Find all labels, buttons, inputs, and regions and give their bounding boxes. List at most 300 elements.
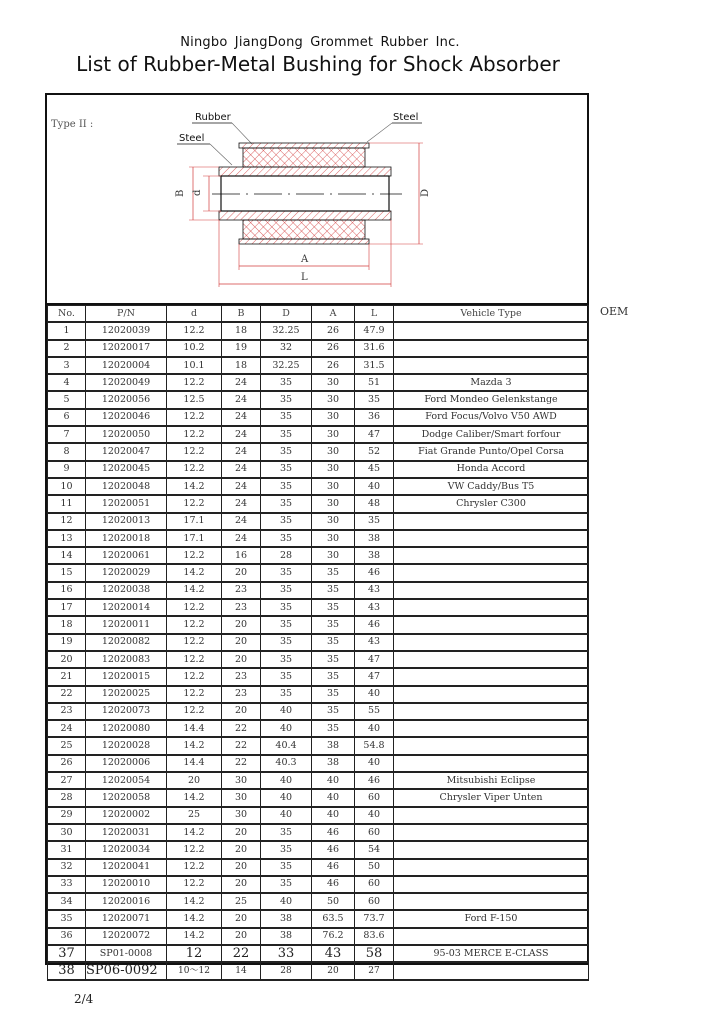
table-row <box>48 737 589 754</box>
cell-big-d: 33 <box>261 945 312 962</box>
cell-veh: Ford Focus/Volvo V50 AWD <box>394 409 589 426</box>
cell-veh <box>394 634 589 651</box>
cell-b: 24 <box>222 374 261 391</box>
table-row <box>48 322 589 339</box>
technical-drawing-panel <box>47 95 587 305</box>
table-row <box>48 720 589 737</box>
cell-big-d: 40 <box>261 789 312 806</box>
bore <box>221 176 389 211</box>
cell-d: 20 <box>167 772 222 789</box>
cell-veh <box>394 893 589 910</box>
cell-big-d: 32 <box>261 340 312 357</box>
cell-veh <box>394 599 589 616</box>
cell-a: 35 <box>312 651 355 668</box>
cell-pn: 12020045 <box>86 461 167 478</box>
header-l: L <box>355 306 394 323</box>
cell-big-d: 35 <box>261 651 312 668</box>
cell-pn: 12020072 <box>86 928 167 945</box>
cell-pn: 12020049 <box>86 374 167 391</box>
cell-a: 26 <box>312 357 355 374</box>
dim-big-d-label: D <box>420 188 431 197</box>
cell-veh <box>394 582 589 599</box>
header-a: A <box>312 306 355 323</box>
cell-d: 12.2 <box>167 322 222 339</box>
cell-l: 46 <box>355 772 394 789</box>
cell-b: 20 <box>222 824 261 841</box>
table-row <box>48 945 589 962</box>
cell-veh: Ford Mondeo Gelenkstange <box>394 391 589 408</box>
cell-veh <box>394 824 589 841</box>
cell-d: 12.5 <box>167 391 222 408</box>
table-row <box>48 513 589 530</box>
table-row <box>48 772 589 789</box>
cell-a: 26 <box>312 322 355 339</box>
type-label: Type II : <box>51 119 94 130</box>
cell-b: 20 <box>222 703 261 720</box>
cell-a: 30 <box>312 461 355 478</box>
cell-no: 10 <box>48 478 86 495</box>
cell-a: 50 <box>312 893 355 910</box>
table-row <box>48 668 589 685</box>
cell-no: 29 <box>48 807 86 824</box>
cell-no: 3 <box>48 357 86 374</box>
cell-no: 6 <box>48 409 86 426</box>
cell-l: 40 <box>355 478 394 495</box>
cell-veh: Dodge Caliber/Smart forfour <box>394 426 589 443</box>
cell-a: 30 <box>312 547 355 564</box>
cell-a: 63.5 <box>312 910 355 927</box>
parts-sheet <box>45 93 589 978</box>
cell-veh <box>394 686 589 703</box>
cell-b: 20 <box>222 634 261 651</box>
cell-l: 73.7 <box>355 910 394 927</box>
cell-l: 47 <box>355 668 394 685</box>
cell-big-d: 28 <box>261 962 312 979</box>
cell-a: 46 <box>312 824 355 841</box>
cell-d: 12.2 <box>167 495 222 512</box>
cell-a: 30 <box>312 513 355 530</box>
cell-d: 14.2 <box>167 824 222 841</box>
cell-b: 24 <box>222 426 261 443</box>
cell-b: 16 <box>222 547 261 564</box>
cell-big-d: 35 <box>261 582 312 599</box>
outer-steel-sleeve-bottom <box>239 239 369 244</box>
cell-veh <box>394 737 589 754</box>
cell-big-d: 35 <box>261 478 312 495</box>
cell-d: 10.1 <box>167 357 222 374</box>
cell-veh <box>394 841 589 858</box>
cell-big-d: 35 <box>261 686 312 703</box>
cell-b: 30 <box>222 772 261 789</box>
cell-b: 30 <box>222 807 261 824</box>
bushing-cross-section-drawing <box>47 95 587 303</box>
cell-d: 14.4 <box>167 720 222 737</box>
cell-l: 35 <box>355 513 394 530</box>
cell-pn: 12020083 <box>86 651 167 668</box>
cell-veh <box>394 668 589 685</box>
cell-d: 14.2 <box>167 582 222 599</box>
cell-d: 12.2 <box>167 426 222 443</box>
company-name: Ningbo JiangDong Grommet Rubber Inc. <box>180 35 460 50</box>
outer-steel-sleeve-top <box>239 143 369 148</box>
cell-big-d: 35 <box>261 859 312 876</box>
cell-no: 27 <box>48 772 86 789</box>
cell-b: 24 <box>222 391 261 408</box>
cell-veh: Chrysler C300 <box>394 495 589 512</box>
cell-pn: 12020010 <box>86 876 167 893</box>
cell-d: 12.2 <box>167 876 222 893</box>
cell-big-d: 40.4 <box>261 737 312 754</box>
cell-l: 36 <box>355 409 394 426</box>
cell-veh <box>394 547 589 564</box>
cell-pn: 12020029 <box>86 564 167 581</box>
cell-b: 23 <box>222 582 261 599</box>
table-row <box>48 841 589 858</box>
table-row <box>48 461 589 478</box>
cell-pn: 12020038 <box>86 582 167 599</box>
cell-pn: 12020041 <box>86 859 167 876</box>
cell-d: 12.2 <box>167 547 222 564</box>
rubber-label: Rubber <box>195 112 231 123</box>
cell-b: 20 <box>222 928 261 945</box>
cell-big-d: 38 <box>261 928 312 945</box>
table-row <box>48 409 589 426</box>
cell-b: 24 <box>222 409 261 426</box>
cell-big-d: 35 <box>261 876 312 893</box>
cell-l: 60 <box>355 789 394 806</box>
cell-big-d: 35 <box>261 841 312 858</box>
cell-d: 14.2 <box>167 928 222 945</box>
cell-b: 20 <box>222 876 261 893</box>
cell-big-d: 35 <box>261 495 312 512</box>
cell-b: 22 <box>222 720 261 737</box>
cell-l: 31.5 <box>355 357 394 374</box>
cell-veh: VW Caddy/Bus T5 <box>394 478 589 495</box>
cell-b: 14 <box>222 962 261 979</box>
cell-big-d: 35 <box>261 513 312 530</box>
cell-pn: 12020006 <box>86 755 167 772</box>
cell-b: 24 <box>222 495 261 512</box>
cell-big-d: 35 <box>261 374 312 391</box>
cell-a: 46 <box>312 841 355 858</box>
cell-l: 43 <box>355 599 394 616</box>
cell-no: 36 <box>48 928 86 945</box>
cell-l: 60 <box>355 824 394 841</box>
cell-veh <box>394 564 589 581</box>
cell-no: 31 <box>48 841 86 858</box>
cell-l: 46 <box>355 564 394 581</box>
cell-pn: 12020046 <box>86 409 167 426</box>
cell-d: 12.2 <box>167 599 222 616</box>
cell-no: 25 <box>48 737 86 754</box>
cell-no: 2 <box>48 340 86 357</box>
cell-pn: 12020025 <box>86 686 167 703</box>
table-header-row <box>48 306 589 323</box>
cell-d: 12.2 <box>167 651 222 668</box>
header-pn: P/N <box>86 306 167 323</box>
cell-l: 43 <box>355 634 394 651</box>
rubber-leader-line <box>232 123 252 144</box>
cell-no: 5 <box>48 391 86 408</box>
cell-no: 18 <box>48 616 86 633</box>
table-row <box>48 876 589 893</box>
page-number: 2/4 <box>74 992 94 1006</box>
cell-pn: 12020034 <box>86 841 167 858</box>
cell-l: 40 <box>355 755 394 772</box>
cell-no: 16 <box>48 582 86 599</box>
cell-b: 20 <box>222 564 261 581</box>
cell-b: 24 <box>222 513 261 530</box>
cell-big-d: 35 <box>261 616 312 633</box>
cell-a: 38 <box>312 755 355 772</box>
cell-d: 12.2 <box>167 374 222 391</box>
cell-no: 37 <box>48 945 86 962</box>
cell-a: 43 <box>312 945 355 962</box>
cell-veh <box>394 755 589 772</box>
cell-a: 30 <box>312 374 355 391</box>
cell-big-d: 35 <box>261 564 312 581</box>
cell-veh: Ford F-150 <box>394 910 589 927</box>
cell-a: 30 <box>312 426 355 443</box>
table-row <box>48 824 589 841</box>
table-row <box>48 426 589 443</box>
cell-d: 12.2 <box>167 703 222 720</box>
table-row <box>48 478 589 495</box>
cell-a: 35 <box>312 720 355 737</box>
cell-no: 34 <box>48 893 86 910</box>
cell-no: 1 <box>48 322 86 339</box>
cell-a: 40 <box>312 807 355 824</box>
cell-pn: 12020047 <box>86 443 167 460</box>
cell-l: 27 <box>355 962 394 979</box>
cell-veh <box>394 357 589 374</box>
cell-d: 14.2 <box>167 564 222 581</box>
cell-b: 18 <box>222 357 261 374</box>
cell-l: 50 <box>355 859 394 876</box>
cell-big-d: 38 <box>261 910 312 927</box>
document-title: List of Rubber-Metal Bushing for Shock Absorber <box>76 52 560 76</box>
cell-d: 12.2 <box>167 686 222 703</box>
header-vehicle-type: Vehicle Type <box>394 306 589 323</box>
outer-steel-leader-line <box>367 123 392 142</box>
cell-l: 43 <box>355 582 394 599</box>
table-row <box>48 495 589 512</box>
cell-veh <box>394 703 589 720</box>
cell-b: 30 <box>222 789 261 806</box>
cell-pn: 12020048 <box>86 478 167 495</box>
cell-veh <box>394 859 589 876</box>
cell-no: 21 <box>48 668 86 685</box>
cell-no: 17 <box>48 599 86 616</box>
cell-pn: 12020050 <box>86 426 167 443</box>
cell-pn: 12020073 <box>86 703 167 720</box>
cell-a: 35 <box>312 703 355 720</box>
table-row <box>48 893 589 910</box>
dim-a-label: A <box>301 254 309 265</box>
cell-l: 54.8 <box>355 737 394 754</box>
cell-d: 12.2 <box>167 409 222 426</box>
cell-no: 28 <box>48 789 86 806</box>
cell-l: 40 <box>355 807 394 824</box>
cell-a: 40 <box>312 789 355 806</box>
cell-big-d: 35 <box>261 824 312 841</box>
cell-no: 13 <box>48 530 86 547</box>
cell-veh <box>394 322 589 339</box>
table-row <box>48 807 589 824</box>
cell-d: 12.2 <box>167 668 222 685</box>
cell-d: 14.2 <box>167 478 222 495</box>
inner-steel-label: Steel <box>179 133 205 144</box>
table-row <box>48 928 589 945</box>
cell-l: 45 <box>355 461 394 478</box>
table-row <box>48 686 589 703</box>
cell-b: 23 <box>222 668 261 685</box>
cell-b: 24 <box>222 461 261 478</box>
cell-b: 20 <box>222 616 261 633</box>
cell-d: 14.2 <box>167 789 222 806</box>
table-row <box>48 443 589 460</box>
cell-d: 12.2 <box>167 859 222 876</box>
table-body <box>48 322 589 979</box>
cell-a: 46 <box>312 859 355 876</box>
cell-pn: 12020011 <box>86 616 167 633</box>
cell-pn: 12020058 <box>86 789 167 806</box>
cell-veh <box>394 651 589 668</box>
cell-pn: 12020039 <box>86 322 167 339</box>
cell-big-d: 35 <box>261 443 312 460</box>
cell-d: 10～12 <box>167 962 222 979</box>
cell-veh: Mitsubishi Eclipse <box>394 772 589 789</box>
cell-pn: 12020015 <box>86 668 167 685</box>
cell-no: 15 <box>48 564 86 581</box>
cell-veh <box>394 807 589 824</box>
dim-b-label: B <box>175 189 186 197</box>
table-row <box>48 703 589 720</box>
cell-pn: 12020017 <box>86 340 167 357</box>
cell-l: 47 <box>355 426 394 443</box>
cell-no: 26 <box>48 755 86 772</box>
cell-d: 17.1 <box>167 530 222 547</box>
cell-no: 7 <box>48 426 86 443</box>
cell-veh <box>394 340 589 357</box>
cell-l: 40 <box>355 720 394 737</box>
rubber-layer-top <box>243 148 365 167</box>
cell-a: 26 <box>312 340 355 357</box>
dim-l-label: L <box>301 272 308 283</box>
table-row <box>48 391 589 408</box>
cell-big-d: 40 <box>261 807 312 824</box>
cell-l: 46 <box>355 616 394 633</box>
rubber-layer-bottom <box>243 220 365 239</box>
table-row <box>48 755 589 772</box>
dim-d-label: d <box>192 189 203 196</box>
cell-a: 20 <box>312 962 355 979</box>
cell-l: 31.6 <box>355 340 394 357</box>
cell-a: 30 <box>312 530 355 547</box>
table-row <box>48 530 589 547</box>
cell-a: 35 <box>312 668 355 685</box>
cell-d: 10.2 <box>167 340 222 357</box>
cell-no: 32 <box>48 859 86 876</box>
cell-a: 35 <box>312 582 355 599</box>
cell-pn: 12020054 <box>86 772 167 789</box>
cell-a: 40 <box>312 772 355 789</box>
cell-big-d: 28 <box>261 547 312 564</box>
table-row <box>48 599 589 616</box>
cell-big-d: 40 <box>261 703 312 720</box>
cell-no: 14 <box>48 547 86 564</box>
table-row <box>48 789 589 806</box>
table-row <box>48 340 589 357</box>
cell-big-d: 35 <box>261 668 312 685</box>
cell-b: 22 <box>222 755 261 772</box>
cell-pn: 12020031 <box>86 824 167 841</box>
cell-veh <box>394 616 589 633</box>
inner-steel-leader-line <box>210 144 232 165</box>
cell-no: 30 <box>48 824 86 841</box>
cell-l: 47 <box>355 651 394 668</box>
cell-d: 14.2 <box>167 910 222 927</box>
cell-a: 76.2 <box>312 928 355 945</box>
header-b: B <box>222 306 261 323</box>
table-row <box>48 547 589 564</box>
cell-no: 23 <box>48 703 86 720</box>
cell-no: 8 <box>48 443 86 460</box>
cell-b: 20 <box>222 910 261 927</box>
table-row <box>48 582 589 599</box>
cell-b: 24 <box>222 478 261 495</box>
cell-b: 25 <box>222 893 261 910</box>
cell-l: 51 <box>355 374 394 391</box>
cell-a: 46 <box>312 876 355 893</box>
cell-d: 12.2 <box>167 634 222 651</box>
cell-a: 35 <box>312 599 355 616</box>
cell-d: 14.4 <box>167 755 222 772</box>
table-row <box>48 651 589 668</box>
cell-pn: 12020082 <box>86 634 167 651</box>
cell-big-d: 32.25 <box>261 322 312 339</box>
cell-b: 20 <box>222 859 261 876</box>
cell-pn: 12020018 <box>86 530 167 547</box>
cell-no: 19 <box>48 634 86 651</box>
cell-a: 35 <box>312 686 355 703</box>
cell-veh <box>394 928 589 945</box>
table-row <box>48 859 589 876</box>
cell-big-d: 35 <box>261 461 312 478</box>
table-row <box>48 616 589 633</box>
cell-pn: 12020002 <box>86 807 167 824</box>
cell-big-d: 35 <box>261 391 312 408</box>
cell-d: 14.2 <box>167 737 222 754</box>
table-row <box>48 910 589 927</box>
cell-no: 33 <box>48 876 86 893</box>
cell-no: 4 <box>48 374 86 391</box>
cell-big-d: 40 <box>261 720 312 737</box>
cell-pn: 12020071 <box>86 910 167 927</box>
cell-l: 48 <box>355 495 394 512</box>
cell-l: 52 <box>355 443 394 460</box>
cell-a: 38 <box>312 737 355 754</box>
cell-b: 22 <box>222 945 261 962</box>
cell-big-d: 35 <box>261 634 312 651</box>
cell-d: 12 <box>167 945 222 962</box>
cell-a: 30 <box>312 495 355 512</box>
parts-table <box>47 305 589 981</box>
cell-veh: Mazda 3 <box>394 374 589 391</box>
cell-l: 60 <box>355 876 394 893</box>
cell-a: 35 <box>312 634 355 651</box>
cell-a: 35 <box>312 616 355 633</box>
